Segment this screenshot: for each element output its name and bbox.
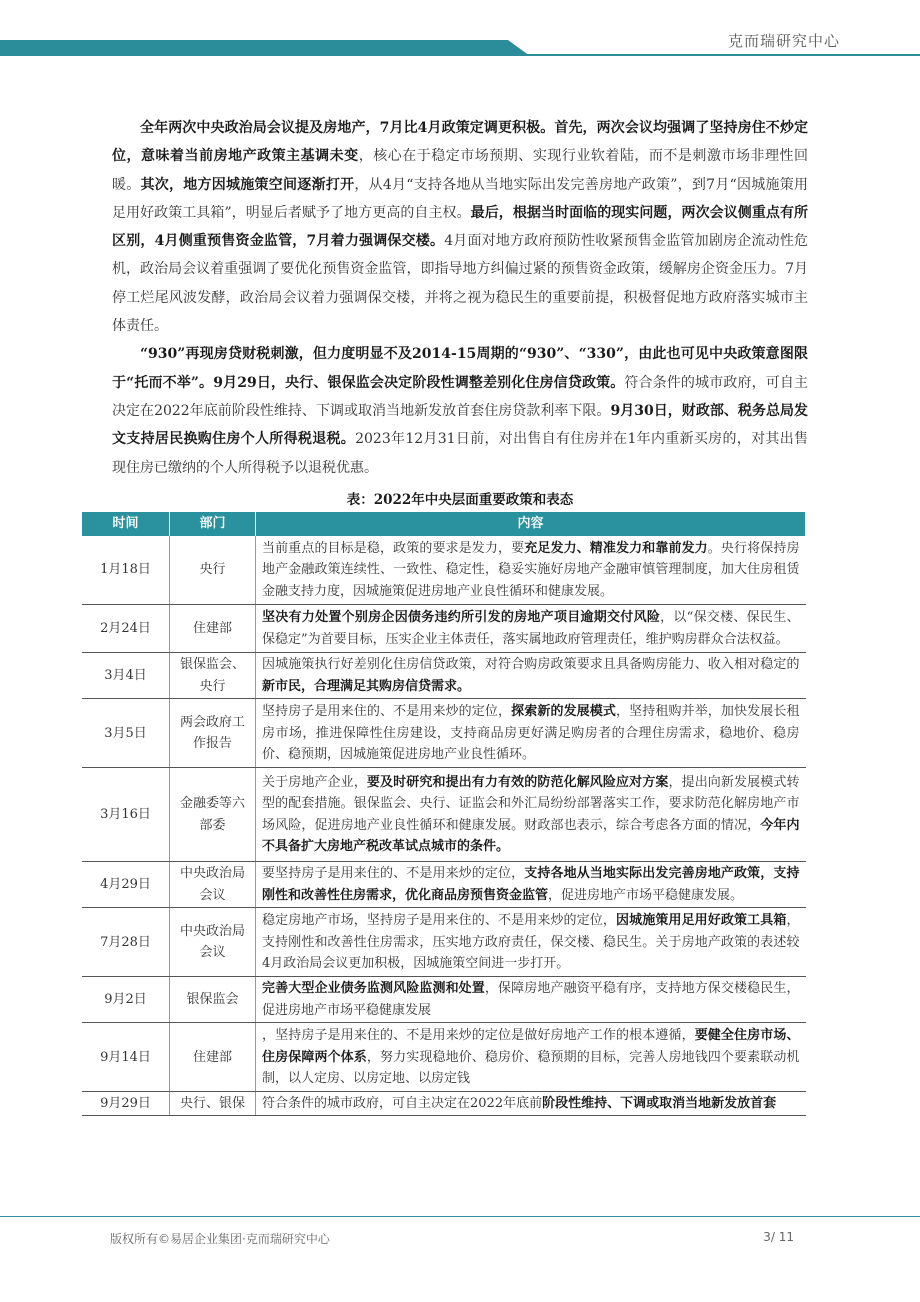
table-row xyxy=(82,768,806,862)
body-text: ，以“保交楼、保民生、保稳定”为首要目标，压实企业主体责任，落实属地政府管理责任，维护购房群众合法权益。 xyxy=(262,610,800,647)
row-department: 央行 xyxy=(170,536,256,605)
row-department: 中央政治局会议 xyxy=(170,908,256,977)
emphasis-text: 探索新的发展模式 xyxy=(511,704,617,720)
emphasis-text: 全年两次中央政治局会议提及房地产，7月比4月政策定调更积极。首先，两次会议均强调了坚持房住不炒定位，意味着当前房地产政策主基调未变 xyxy=(112,120,808,165)
row-date: 1月18日 xyxy=(82,536,170,605)
table-row xyxy=(82,1092,806,1116)
body-text: 4月面对地方政府预防性收紧预售金监管加剧房企流动性危机，政治局会议着重强调了要优化预售资金监管，即指导地方纠偏过紧的预售资金政策，缓解房企资金压力。7月停工烂尾风波发酵，政治局会议着力强调保交楼，并将之视为稳民生的重要前提，积极督促地方政府落实城市主体责任。 xyxy=(112,233,809,335)
row-department: 央行、银保 xyxy=(170,1092,256,1116)
header-content: 内容 xyxy=(256,512,806,536)
emphasis-text: 支持各地从当地实际出发完善房地产政策，支持刚性和改善性住房需求，优化商品房预售资金监管 xyxy=(262,866,800,903)
paragraph-2 xyxy=(112,340,808,481)
row-date: 3月16日 xyxy=(82,768,170,862)
table-row xyxy=(82,862,806,908)
table-caption: 表：2022年中央层面重要政策和表态 xyxy=(346,491,574,508)
table-row xyxy=(82,699,806,768)
row-date: 7月28日 xyxy=(82,908,170,977)
emphasis-text: 要及时研究和提出有力有效的防范化解风险应对方案 xyxy=(366,774,669,790)
row-content xyxy=(256,1023,806,1092)
row-date: 2月24日 xyxy=(82,605,170,653)
body-text: 符合条件的城市政府，可自主决定在2022年底前 xyxy=(262,1096,543,1112)
document-body xyxy=(100,114,809,1116)
body-text: 稳定房地产市场，坚持房子是用来住的、不是用来炒的定位， xyxy=(262,913,617,929)
emphasis-text: 充足发力、精准发力和靠前发力 xyxy=(524,540,708,556)
table-row xyxy=(82,536,806,605)
footer-rule xyxy=(0,1216,920,1217)
table-row xyxy=(82,1023,806,1092)
row-department: 银保监会、央行 xyxy=(170,653,256,699)
table-row xyxy=(82,605,806,653)
row-content xyxy=(256,653,806,699)
row-date: 9月2日 xyxy=(82,977,170,1023)
body-text: 符合条件的城市政府，可自主决定在2022年底前阶段性维持、下调或取消当地新发放首套住房贷款利率下限。 xyxy=(112,374,809,419)
body-text: ，努力实现稳地价、稳房价、稳预期的目标，完善人房地钱四个要素联动机制，以人定房、以房定地、以房定钱 xyxy=(262,1049,800,1087)
header-date: 时间 xyxy=(82,512,170,536)
emphasis-text: “930”再现房贷财税刺激，但力度明显不及2014-15周期的“930”、“330”，由此也可见中央政策意图限于“托而不举”。9月29日，央行、银保监会决定阶段性调整差别化住房信贷政策。 xyxy=(112,346,808,391)
row-date: 4月29日 xyxy=(82,862,170,908)
body-text: 2023年12月31日前，对出售自有住房并在1年内重新买房的，对其出售现住房已缴纳的个人所得税予以退税优惠。 xyxy=(112,431,808,476)
body-text: ，坚持租购并举，加快发展长租房市场，推进保障性住房建设，支持商品房更好满足购房者的合理住房需求，稳地价、稳房价、稳预期，因城施策促进房地产业良性循环。 xyxy=(262,704,800,763)
page-number: 3/ 11 xyxy=(763,1230,794,1244)
row-content xyxy=(256,908,806,977)
row-content xyxy=(256,977,806,1023)
header-dept: 部门 xyxy=(170,512,256,536)
emphasis-text: 阶段性维持、下调或取消当地新发放首套 xyxy=(542,1096,777,1112)
table-header-row xyxy=(82,512,806,536)
body-text: 要坚持房子是用来住的、不是用来炒的定位， xyxy=(262,866,525,882)
body-text: 关于房地产企业， xyxy=(262,774,367,790)
emphasis-text: 完善大型企业债务监测风险监测和处置 xyxy=(262,981,485,997)
body-text: 因城施策执行好差别化住房信贷政策，对符合购房政策要求且具备购房能力、收入相对稳定的 xyxy=(262,657,800,673)
row-content xyxy=(256,768,806,862)
row-content xyxy=(256,862,806,908)
row-date: 9月29日 xyxy=(82,1092,170,1116)
row-content xyxy=(256,699,806,768)
row-date: 3月5日 xyxy=(82,699,170,768)
emphasis-text: 最后，根据当时面临的现实问题，两次会议侧重点有所区别，4月侧重预售资金监管，7月着力强调保交楼。 xyxy=(112,204,809,250)
body-text: ，提出向新发展模式转型的配套措施。银保监会、央行、证监会和外汇局纷纷部署落实工作，要求防范化解房地产市场风险，促进房地产业良性循环和健康发展。财政部也表示，综合考虑各方面的情况， xyxy=(262,774,800,833)
footer-copyright: 版权所有©易居企业集团·克而瑞研究中心 xyxy=(110,1232,330,1246)
body-text: 当前重点的目标是稳，政策的要求是发力，要 xyxy=(262,540,525,556)
table-body xyxy=(82,536,806,1116)
row-department: 两会政府工作报告 xyxy=(170,699,256,768)
row-content xyxy=(256,536,806,605)
emphasis-text: 要健全住房市场、住房保障两个体系 xyxy=(262,1028,800,1065)
paragraph-1 xyxy=(112,114,808,340)
body-text: 坚持房子是用来住的、不是用来炒的定位， xyxy=(262,704,512,720)
row-department: 住建部 xyxy=(170,1023,256,1092)
row-content xyxy=(256,1092,806,1116)
emphasis-text: 坚决有力处置个别房企因债务违约所引发的房地产项目逾期交付风险 xyxy=(262,610,661,626)
emphasis-text: 因城施策用足用好政策工具箱 xyxy=(616,913,787,929)
table-row xyxy=(82,977,806,1023)
row-department: 中央政治局会议 xyxy=(170,862,256,908)
emphasis-text: 今年内不具备扩大房地产税改革试点城市的条件。 xyxy=(262,817,800,855)
body-text: ，促进房地产市场平稳健康发展。 xyxy=(548,887,744,903)
table-row xyxy=(82,653,806,699)
table-row xyxy=(82,908,806,977)
header-rule xyxy=(0,54,920,56)
body-text: ，从4月“支持各地从当地实际出发完善房地产政策”，到7月“因城施策用足用好政策工具箱”，明显后者赋予了地方更高的自主权。 xyxy=(112,176,808,221)
body-text: ，保障房地产融资平稳有序，支持地方保交楼稳民生，促进房地产市场平稳健康发展 xyxy=(262,981,800,1018)
emphasis-text: 9月30日，财政部、税务总局发文支持居民换购住房个人所得税退税。 xyxy=(112,402,808,448)
header-title: 克而瑞研究中心 xyxy=(727,32,840,50)
row-department: 金融委等六部委 xyxy=(170,768,256,862)
body-text: ，核心在于稳定市场预期、实现行业软着陆，而不是刺激市场非理性回暖。 xyxy=(112,148,809,193)
emphasis-text: 其次，地方因城施策空间逐渐打开 xyxy=(140,176,355,193)
row-department: 银保监会 xyxy=(170,977,256,1023)
body-text: ，支持刚性和改善性住房需求，压实地方政府责任，保交楼、稳民生。关于房地产政策的表述较4月政治局会议更加积极，因城施策空间进一步打开。 xyxy=(262,913,800,972)
row-content xyxy=(256,605,806,653)
body-text: 。央行将保持房地产金融政策连续性、一致性、稳定性，稳妥实施好房地产金融审慎管理制度，加大住房租赁金融支持力度，因城施策促进房地产业良性循环和健康发展。 xyxy=(262,540,800,599)
row-date: 9月14日 xyxy=(82,1023,170,1092)
policy-table xyxy=(82,512,806,1117)
body-text: ，坚持房子是用来住的、不是用来炒的定位是做好房地产工作的根本遵循， xyxy=(262,1028,695,1044)
emphasis-text: 新市民，合理满足其购房信贷需求。 xyxy=(262,678,471,694)
row-department: 住建部 xyxy=(170,605,256,653)
row-date: 3月4日 xyxy=(82,653,170,699)
